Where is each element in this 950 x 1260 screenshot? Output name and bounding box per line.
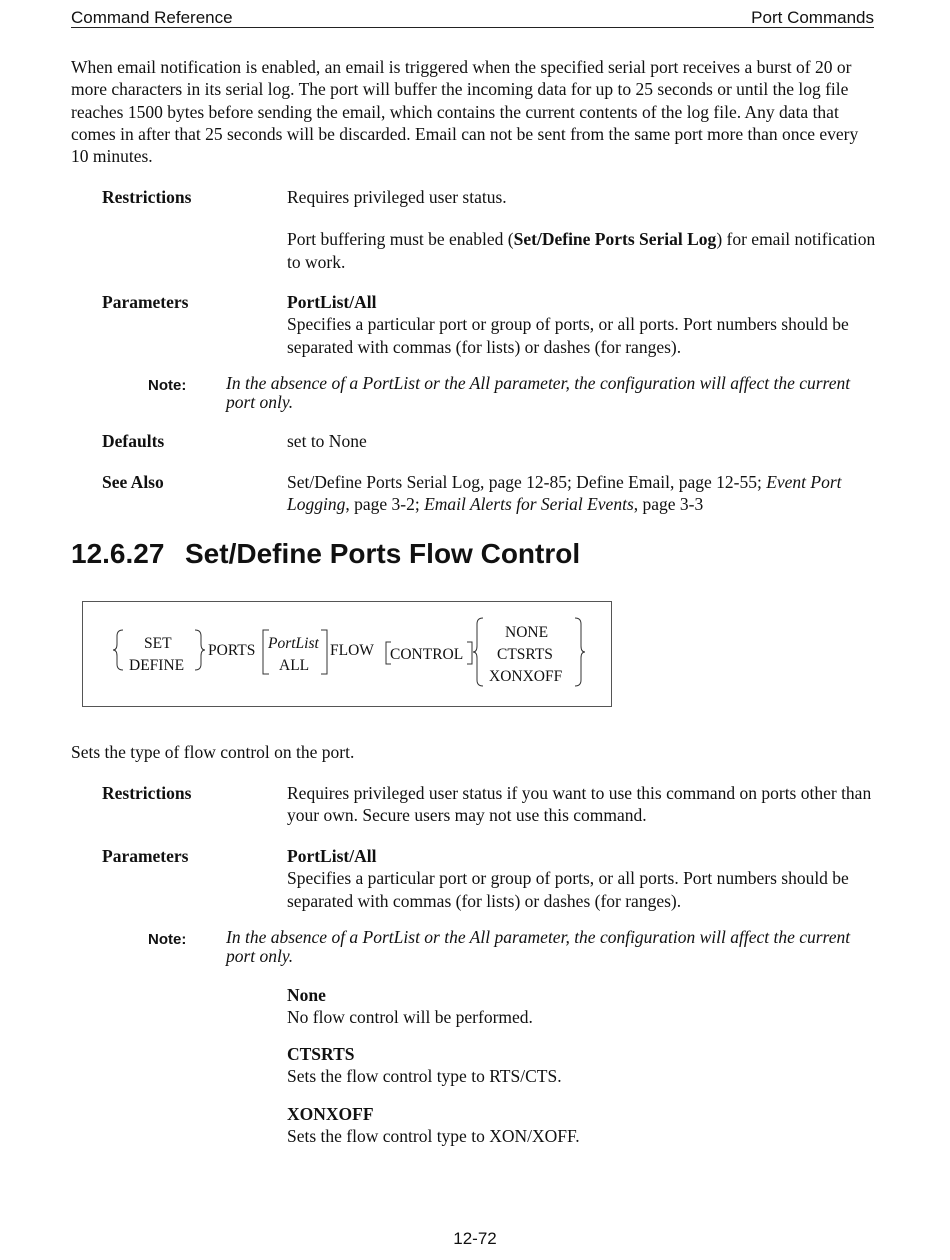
parameters-body-2 (287, 845, 877, 912)
syntax-ctsrts: CTSRTS (497, 646, 553, 663)
page-number: 12-72 (453, 1229, 497, 1248)
see-also-label: See Also (102, 472, 164, 492)
parameters-label: Parameters (102, 292, 189, 312)
param-name: PortList/All (287, 292, 377, 312)
note-label: Note: (148, 377, 187, 394)
restrictions-text-1: Requires privileged user status. (287, 187, 507, 207)
see-also-body: Set/Define Ports Serial Log, page 12-85; Define Email, page 12-55; Event Port Logging, page 3-2; Email Alerts for Serial Events, page 3-3 (287, 472, 842, 515)
intro-paragraph: When email notification is enabled, an email is triggered when the specified serial port receives a burst of 20 or more characters in its serial log. The port will buffer the incoming data for up to 25 seconds or until the log file reaches 1500 bytes before sending the email, which contains the current contents of the log file. Any data that comes in after that 25 seconds will be discarded. Email can not be sent from the same port more than once every 10 minutes. (71, 57, 859, 167)
syntax-portlist: PortList (268, 635, 319, 652)
option-desc: Sets the flow control type to RTS/CTS. (287, 1066, 562, 1087)
syntax-define: DEFINE (129, 657, 185, 674)
restrictions-body (287, 186, 877, 273)
param-name-2: PortList/All (287, 846, 377, 866)
option-desc: Sets the flow control type to XON/XOFF. (287, 1126, 580, 1147)
note-text-2: In the absence of a PortList or the All parameter, the configuration will affect the current port only. (226, 927, 851, 966)
description: Sets the type of flow control on the port. (71, 742, 355, 762)
restrictions-text-3: Requires privileged user status if you want to use this command on ports other than your own. Secure users may not use this command. (287, 783, 872, 826)
syntax-xonxoff: XONXOFF (489, 668, 563, 685)
header-right: Port Commands (751, 8, 874, 27)
note-label-2: Note: (148, 931, 187, 948)
syntax-ports: PORTS (208, 642, 256, 659)
option-name: CTSRTS (287, 1044, 355, 1064)
header-left: Command Reference (71, 8, 233, 27)
parameters-label-2: Parameters (102, 846, 189, 866)
param-desc: Specifies a particular port or group of ports, or all ports. Port numbers should be separated with commas (for lists) or dashes (for ranges). (287, 314, 849, 357)
restrictions-text-2: Port buffering must be enabled (Set/Define Ports Serial Log) for email notification to work. (287, 229, 876, 272)
option-desc: No flow control will be performed. (287, 1007, 533, 1028)
section-number: 12.6.27 (71, 538, 165, 569)
restrictions-label: Restrictions (102, 187, 192, 207)
syntax-box (82, 601, 612, 707)
note-text: In the absence of a PortList or the All parameter, the configuration will affect the current port only. (226, 373, 851, 412)
syntax-control: CONTROL (390, 646, 464, 663)
running-header (71, 8, 874, 28)
defaults-label: Defaults (102, 431, 165, 451)
syntax-all: ALL (279, 657, 310, 674)
syntax-none: NONE (505, 624, 549, 641)
parameters-body (287, 291, 877, 358)
option-name: XONXOFF (287, 1104, 374, 1124)
option-name: None (287, 985, 326, 1005)
restrictions-label-2: Restrictions (102, 783, 192, 803)
section-heading: Set/Define Ports Flow Control (185, 538, 581, 569)
param-desc-2: Specifies a particular port or group of ports, or all ports. Port numbers should be separated with commas (for lists) or dashes (for ranges). (287, 868, 849, 911)
defaults-value: set to None (287, 431, 367, 451)
syntax-set: SET (144, 635, 172, 652)
syntax-flow: FLOW (330, 642, 374, 659)
section-title (71, 538, 580, 570)
